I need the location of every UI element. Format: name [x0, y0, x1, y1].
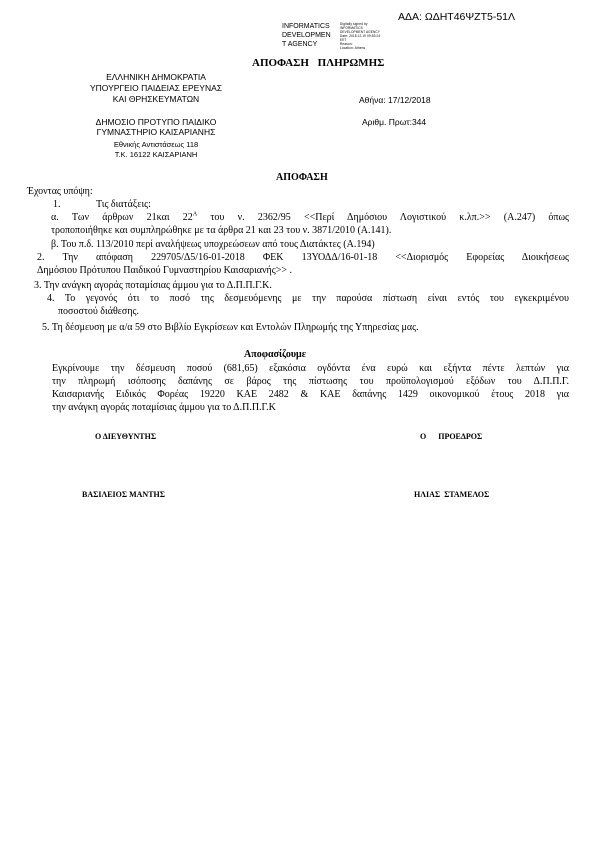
president-title: Ο ΠΡΟΕΔΡΟΣ [420, 432, 483, 441]
cert-line: Reason: [340, 42, 353, 46]
signer-logo-line: INFORMATICS [282, 23, 330, 30]
signature-certificate [340, 22, 380, 50]
address-line: Τ.Κ. 16122 ΚΑΙΣΑΡΙΑΝΗ [114, 150, 198, 159]
organization-address [52, 140, 260, 160]
decision-heading: Αποφασίζουμε [244, 349, 306, 360]
item1-a-line2: τροποποιήθηκε και συμπληρώθηκε με τα άρθρα 21 και 23 του ν. 3871/2010 (Α.141). [51, 225, 392, 236]
item4-line2: ποσοστού διάθεσης. [58, 306, 140, 317]
president-name: ΗΛΙΑΣ ΣΤΑΜΕΛΟΣ [414, 490, 490, 499]
item5: 5. Τη δέσμευση με α/α 59 στο Βιβλίο Εγκρίσεων και Εντολών Πληρωμής της Υπηρεσίας μας. [42, 322, 419, 333]
item1-a-text: α. Των άρθρων 21και 22 [51, 212, 193, 223]
organization-line: ΔΗΜΟΣΙΟ ΠΡΟΤΥΠΟ ΠΑΙΔΙΚΟ [95, 117, 217, 127]
cert-line: INFORMATICS [340, 26, 363, 30]
issuer-line: ΕΛΛΗΝΙΚΗ ΔΗΜΟΚΡΑΤΙΑ [106, 72, 206, 82]
cert-line: Location: Athens [340, 46, 366, 50]
item-number: 1. [53, 199, 61, 210]
cert-line: EET [340, 38, 347, 42]
cert-line: DEVELOPMENT AGENCY [340, 30, 381, 34]
item4-line1: 4. Το γεγονός ότι το ποσό της δεσμευόμενης με την παρούσα πίστωση είναι εντός του εγκεκριμένου [47, 293, 569, 304]
organization-line: ΓΥΜΝΑΣΤΗΡΙΟ ΚΑΙΣΑΡΙΑΝΗΣ [96, 127, 216, 137]
item1-a-text: του ν. 2362/95 <<Περί Δημόσιου Λογιστικού κ.λπ.>> (Α.247) όπως [197, 212, 570, 223]
director-title: Ο ΔΙΕΥΘΥΝΤΗΣ [95, 432, 157, 441]
decision-line: Καισαριανής Ειδικός Φορέας 19220 ΚΑΕ 2482 & ΚΑΕ δαπάνης 1429 οικονομικού έτους 2018 για [52, 389, 569, 400]
signer-logo [282, 22, 331, 49]
protocol-number: Αριθμ. Πρωτ:344 [362, 117, 427, 127]
item1-b: β. Του π.δ. 113/2010 περί αναλήψεως υποχρεώσεων από τους Διατάκτες (Α.194) [51, 239, 375, 250]
item3: 3. Την ανάγκη αγοράς ποταμίσιας άμμου για το Δ.Π.Π.Γ.Κ. [34, 280, 272, 291]
item1-a-superscript: Α [192, 211, 198, 218]
decision-line: την ανάγκη αγοράς ποταμίσιας άμμου για το Δ.Π.Π.Γ.Κ [52, 402, 276, 413]
section-heading: ΑΠΟΦΑΣΗ [276, 172, 328, 183]
issuer-header [52, 72, 260, 105]
cert-line: Date: 2018.12.19 09:53:24 [340, 34, 381, 38]
signer-logo-line: DEVELOPMEN [282, 32, 331, 39]
decision-paragraph [52, 362, 569, 414]
item2-line2: Δημόσιου Πρότυπου Παιδικού Γυμναστηρίου Καισαριανής>> . [37, 265, 293, 276]
issuer-line: ΥΠΟΥΡΓΕΙΟ ΠΑΙΔΕΙΑΣ ΕΡΕΥΝΑΣ [89, 83, 223, 93]
item2-line1: 2. Την απόφαση 229705/Δ5/16-01-2018 ΦΕΚ 13ΥΟΔΔ/16-01-18 <<Διορισμός Εφορείας Διοικήσεως [37, 252, 569, 263]
ada-code: ΑΔΑ: ΩΔΗΤ46ΨΖΤ5-51Λ [398, 11, 516, 23]
page-title: ΑΠΟΦΑΣΗ ΠΛΗΡΩΜΗΣ [252, 57, 385, 69]
document-date: Αθήνα: 17/12/2018 [359, 95, 431, 105]
director-name: ΒΑΣΙΛΕΙΟΣ ΜΑΝΤΗΣ [82, 490, 165, 499]
address-line: Εθνικής Αντιστάσεως 118 [113, 140, 199, 149]
item1-a-line1 [51, 212, 569, 223]
decision-line: την πληρωμή ισόποσης δαπάνης σε βάρος της πίστωσης του προϋπολογισμού εξόδων του Δ.Π.Π.Γ. [52, 376, 569, 387]
decision-line: Εγκρίνουμε την δέσμευση ποσού (681,65) εξακόσια ογδόντα ένα ευρώ και εξήντα πέντε λεπτών για [52, 363, 569, 374]
organization [52, 117, 260, 137]
item1-text: Τις διατάξεις: [96, 199, 151, 210]
considering-label: Έχοντας υπόψη: [27, 186, 93, 197]
issuer-line: ΚΑΙ ΘΡΗΣΚΕΥΜΑΤΩΝ [112, 94, 200, 104]
cert-line: Digitally signed by [340, 22, 368, 26]
signer-logo-line: T AGENCY [282, 41, 318, 48]
